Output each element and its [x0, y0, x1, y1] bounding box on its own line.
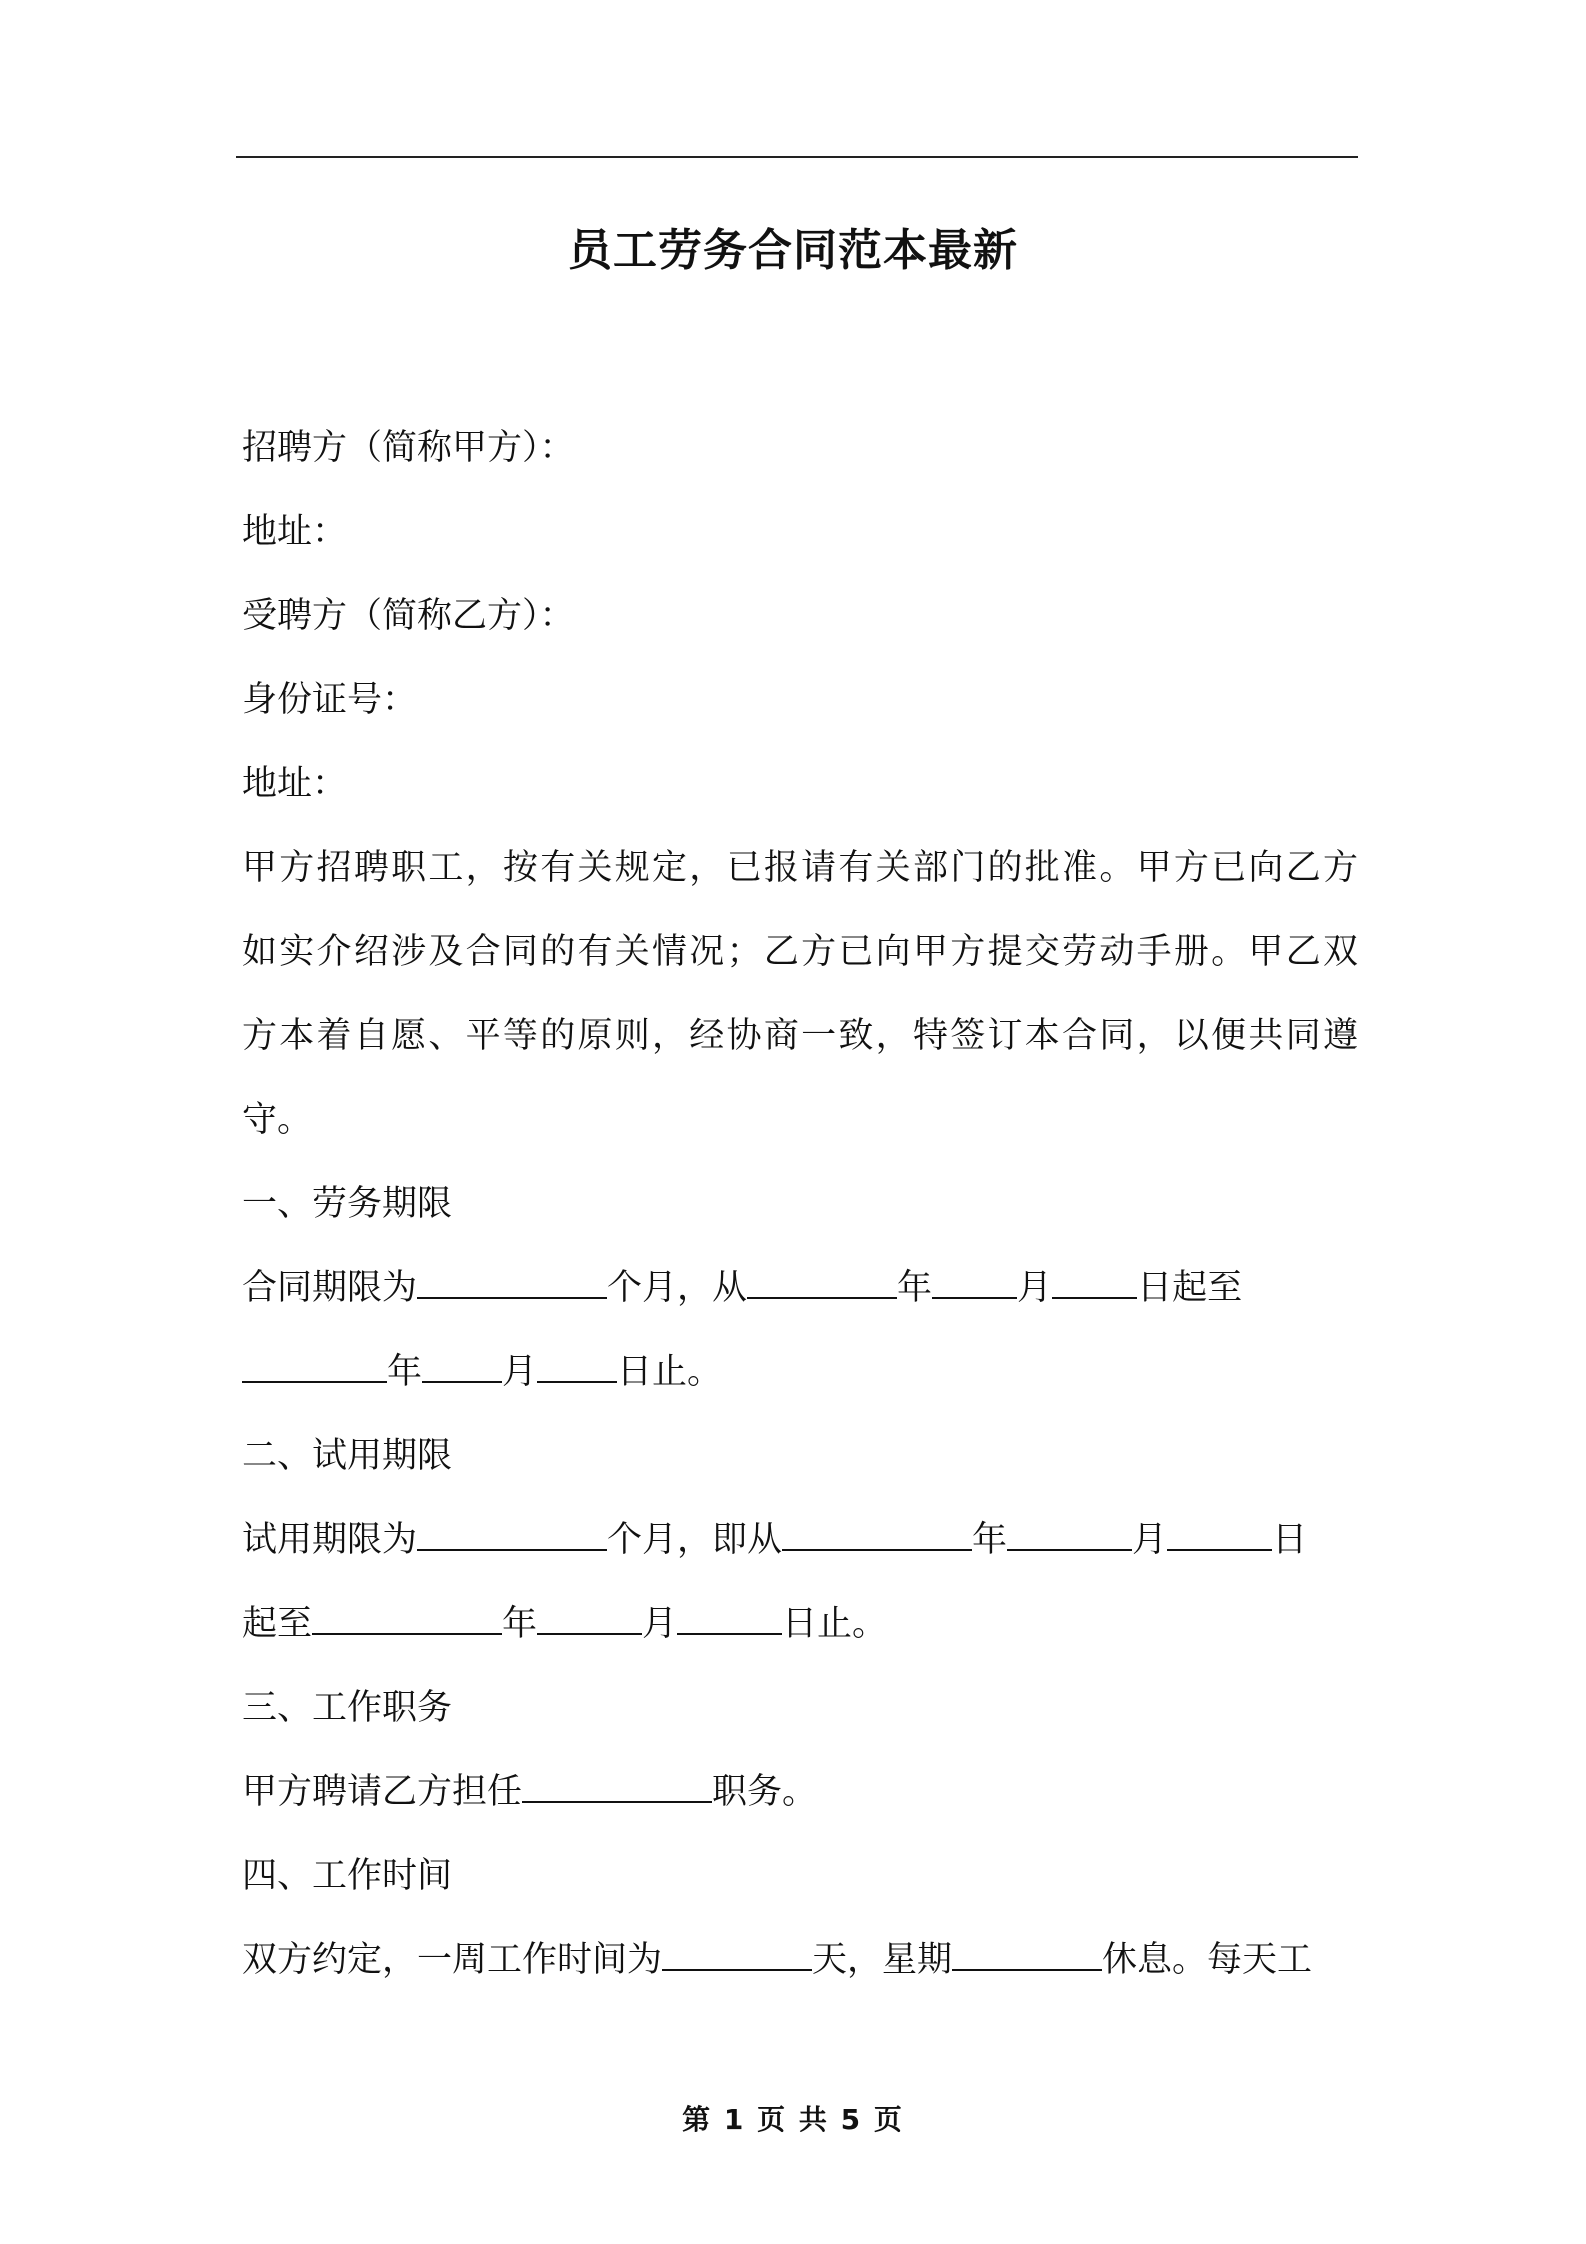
document-body	[242, 406, 1358, 2002]
term-line-2	[242, 1330, 1358, 1414]
header-rule	[236, 156, 1358, 158]
term-line-1	[242, 1246, 1358, 1330]
probation-text: 年	[972, 1520, 1008, 1560]
month-blank	[537, 1603, 642, 1635]
probation-line-1	[242, 1498, 1358, 1582]
days-blank	[662, 1939, 812, 1971]
position-text: 甲方聘请乙方担任	[242, 1772, 523, 1812]
preamble-line: 甲方招聘职工，按有关规定，已报请有关部门的批准。甲方已向乙方	[242, 848, 1358, 888]
year-blank	[747, 1267, 897, 1299]
month-blank	[1007, 1519, 1132, 1551]
hours-text: 休息。每天工	[1102, 1940, 1313, 1980]
term-text: 日起至	[1137, 1268, 1243, 1308]
year-blank	[312, 1603, 502, 1635]
probation-text: 日止。	[782, 1604, 888, 1644]
day-blank	[1052, 1267, 1137, 1299]
preamble-line: 守。	[242, 1100, 313, 1140]
probation-text: 年	[502, 1604, 538, 1644]
term-text: 年	[387, 1352, 423, 1392]
probation-text: 起至	[242, 1604, 313, 1644]
section-heading-probation: 二、试用期限	[242, 1436, 453, 1476]
document-title: 员工劳务合同范本最新	[568, 225, 1018, 276]
employee-field: 受聘方（简称乙方）：	[242, 596, 575, 636]
term-text: 合同期限为	[242, 1268, 418, 1308]
preamble-line: 方本着自愿、平等的原则，经协商一致，特签订本合同，以便共同遵	[242, 1016, 1358, 1056]
hours-line	[242, 1918, 1358, 2002]
weekday-blank	[952, 1939, 1102, 1971]
employee-address-field: 地址：	[242, 764, 348, 804]
term-text: 日止。	[617, 1352, 723, 1392]
probation-text: 个月，即从	[607, 1520, 783, 1560]
section-heading-position: 三、工作职务	[242, 1688, 453, 1728]
preamble-line: 如实介绍涉及合同的有关情况；乙方已向甲方提交劳动手册。甲乙双	[242, 932, 1358, 972]
probation-text: 月	[1132, 1520, 1168, 1560]
page-number: 第 1 页 共 5 页	[682, 2103, 904, 2136]
year-blank	[242, 1351, 387, 1383]
section-heading-term: 一、劳务期限	[242, 1184, 453, 1224]
day-blank	[1167, 1519, 1272, 1551]
months-blank	[417, 1267, 607, 1299]
month-blank	[932, 1267, 1017, 1299]
employer-field: 招聘方（简称甲方）：	[242, 428, 575, 468]
term-text: 月	[502, 1352, 538, 1392]
hours-text: 双方约定，一周工作时间为	[242, 1940, 663, 1980]
term-text: 年	[897, 1268, 933, 1308]
term-text: 月	[1017, 1268, 1053, 1308]
probation-line-2	[242, 1582, 1358, 1666]
day-blank	[537, 1351, 617, 1383]
probation-text: 日	[1272, 1520, 1308, 1560]
year-blank	[782, 1519, 972, 1551]
position-text: 职务。	[712, 1772, 818, 1812]
month-blank	[422, 1351, 502, 1383]
employer-address-field: 地址：	[242, 512, 348, 552]
section-heading-hours: 四、工作时间	[242, 1856, 453, 1896]
months-blank	[417, 1519, 607, 1551]
term-text: 个月，从	[607, 1268, 748, 1308]
day-blank	[677, 1603, 782, 1635]
id-number-field: 身份证号：	[242, 680, 418, 720]
probation-text: 月	[642, 1604, 678, 1644]
position-blank	[522, 1771, 712, 1803]
position-line	[242, 1750, 1358, 1834]
hours-text: 天，星期	[812, 1940, 953, 1980]
probation-text: 试用期限为	[242, 1520, 418, 1560]
